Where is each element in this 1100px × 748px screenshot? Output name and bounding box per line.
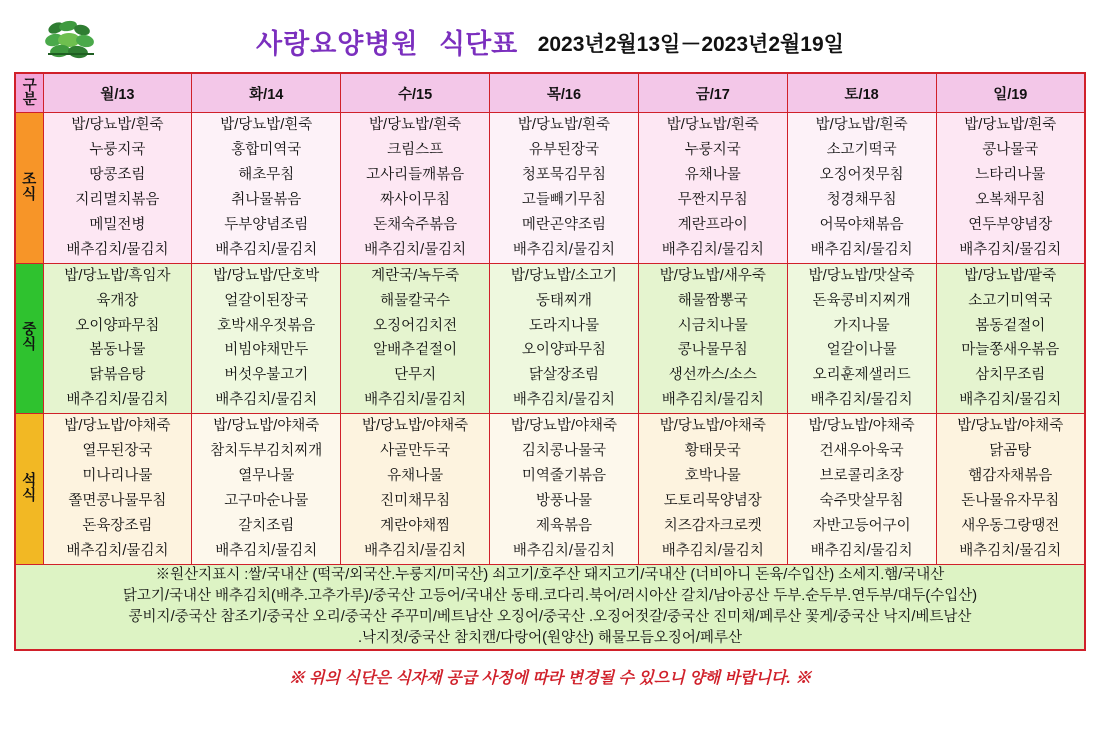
menu-cell-lunch-tue: 밥/당뇨밥/단호박 얼갈이된장국 호박새우젓볶음 비빔야채만두 버섯우불고기 배추김치/물김치 — [192, 263, 341, 414]
hospital-name: 사랑요양병원 — [256, 29, 419, 59]
table-row-lunch — [15, 263, 1085, 414]
row-label-dinner: 석 식 — [15, 414, 43, 565]
column-header-fri: 금/17 — [638, 73, 787, 113]
column-header-tue: 화/14 — [192, 73, 341, 113]
column-header-thu: 목/16 — [490, 73, 639, 113]
column-header-wed: 수/15 — [341, 73, 490, 113]
menu-cell-breakfast-sat: 밥/당뇨밥/흰죽 소고기떡국 오징어젓무침 청경채무침 어묵야채볶음 배추김치/물김치 — [787, 113, 936, 264]
origin-note: ※원산지표시 :쌀/국내산 (떡국/외국산.누룽지/미국산) 쇠고기/호주산 돼지고기/국내산 (너비아니 돈육/수입산) 소세지.햄/국내산 닭고기/국내산 배추김치(배추.고추가루)/중국산 고등어/국내산 동태.코다리.북어/러시아산 갈치/남아공산 두부.순두부.연두부/대두(수입산) 콩비지/중국산 참조기/중국산 오리/중국산 주꾸미/베트남산 오징어/중국산 .오징어젓갈/중국산 진미채/페루산 꽃게/중국산 낙지/베트남산 .낙지젓/중국산 참치캔/다랑어(원양산) 해물모듬오징어/페루산 — [15, 564, 1085, 650]
page-header — [14, 10, 1086, 72]
menu-cell-dinner-sat: 밥/당뇨밥/야채죽 건새우아욱국 브로콜리초장 숙주맛살무침 자반고등어구이 배추김치/물김치 — [787, 414, 936, 565]
column-header-sun: 일/19 — [936, 73, 1085, 113]
table-header-row — [15, 73, 1085, 113]
menu-cell-lunch-wed: 계란국/녹두죽 해물칼국수 오징어김치전 알배추겉절이 단무지 배추김치/물김치 — [341, 263, 490, 414]
menu-cell-breakfast-sun: 밥/당뇨밥/흰죽 콩나물국 느타리나물 오복채무침 연두부양념장 배추김치/물김치 — [936, 113, 1085, 264]
menu-cell-breakfast-thu: 밥/당뇨밥/흰죽 유부된장국 청포묵김무침 고들빼기무침 메란곤약조림 배추김치/물김치 — [490, 113, 639, 264]
menu-cell-lunch-sun: 밥/당뇨밥/팥죽 소고기미역국 봄동겉절이 마늘쫑새우볶음 삼치무조림 배추김치/물김치 — [936, 263, 1085, 414]
row-label-breakfast: 조 식 — [15, 113, 43, 264]
table-row-breakfast — [15, 113, 1085, 264]
footer-notice: ※ 위의 식단은 식자재 공급 사정에 따라 변경될 수 있으니 양해 바랍니다. ※ — [288, 669, 812, 687]
date-range: 2023년2월13일－2023년2월19일 — [537, 33, 844, 56]
document-type: 식단표 — [439, 29, 518, 59]
menu-table — [14, 72, 1086, 651]
menu-cell-lunch-sat: 밥/당뇨밥/맛살죽 돈육콩비지찌개 가지나물 얼갈이나물 오리훈제샐러드 배추김치/물김치 — [787, 263, 936, 414]
menu-cell-breakfast-tue: 밥/당뇨밥/흰죽 홍합미역국 해초무침 취나물볶음 두부양념조림 배추김치/물김치 — [192, 113, 341, 264]
menu-cell-lunch-fri: 밥/당뇨밥/새우죽 해물짬뽕국 시금치나물 콩나물무침 생선까스/소스 배추김치/물김치 — [638, 263, 787, 414]
table-row-dinner — [15, 414, 1085, 565]
menu-cell-dinner-mon: 밥/당뇨밥/야채죽 열무된장국 미나리나물 쫄면콩나물무침 돈육장조림 배추김치/물김치 — [43, 414, 192, 565]
menu-cell-lunch-thu: 밥/당뇨밥/소고기 동태찌개 도라지나물 오이양파무침 닭살장조림 배추김치/물김치 — [490, 263, 639, 414]
menu-cell-lunch-mon: 밥/당뇨밥/흑임자 육개장 오이양파무침 봄동나물 닭볶음탕 배추김치/물김치 — [43, 263, 192, 414]
column-header-sat: 토/18 — [787, 73, 936, 113]
menu-cell-dinner-wed: 밥/당뇨밥/야채죽 사골만두국 유채나물 진미채무침 계란야채찜 배추김치/물김치 — [341, 414, 490, 565]
menu-cell-breakfast-wed: 밥/당뇨밥/흰죽 크림스프 고사리들깨볶음 짜사이무침 돈채숙주볶음 배추김치/물김치 — [341, 113, 490, 264]
menu-cell-dinner-sun: 밥/당뇨밥/야채죽 닭곰탕 햄감자채볶음 돈나물유자무침 새우동그랑땡전 배추김치/물김치 — [936, 414, 1085, 565]
menu-cell-breakfast-mon: 밥/당뇨밥/흰죽 누룽지국 땅콩조림 지리멸치볶음 메밀전병 배추김치/물김치 — [43, 113, 192, 264]
table-row-origin-note — [15, 564, 1085, 650]
corner-header: 구 분 — [15, 73, 43, 113]
menu-cell-dinner-fri: 밥/당뇨밥/야채죽 황태뭇국 호박나물 도토리묵양념장 치즈감자크로켓 배추김치/물김치 — [638, 414, 787, 565]
menu-cell-breakfast-fri: 밥/당뇨밥/흰죽 누룽지국 유채나물 무짠지무침 계란프라이 배추김치/물김치 — [638, 113, 787, 264]
menu-cell-dinner-tue: 밥/당뇨밥/야채죽 참치두부김치찌개 열무나물 고구마순나물 갈치조림 배추김치/물김치 — [192, 414, 341, 565]
menu-cell-dinner-thu: 밥/당뇨밥/야채죽 김치콩나물국 미역줄기볶음 방풍나물 제육볶음 배추김치/물김치 — [490, 414, 639, 565]
page-title — [14, 22, 1086, 61]
row-label-lunch: 중 식 — [15, 263, 43, 414]
column-header-mon: 월/13 — [43, 73, 192, 113]
